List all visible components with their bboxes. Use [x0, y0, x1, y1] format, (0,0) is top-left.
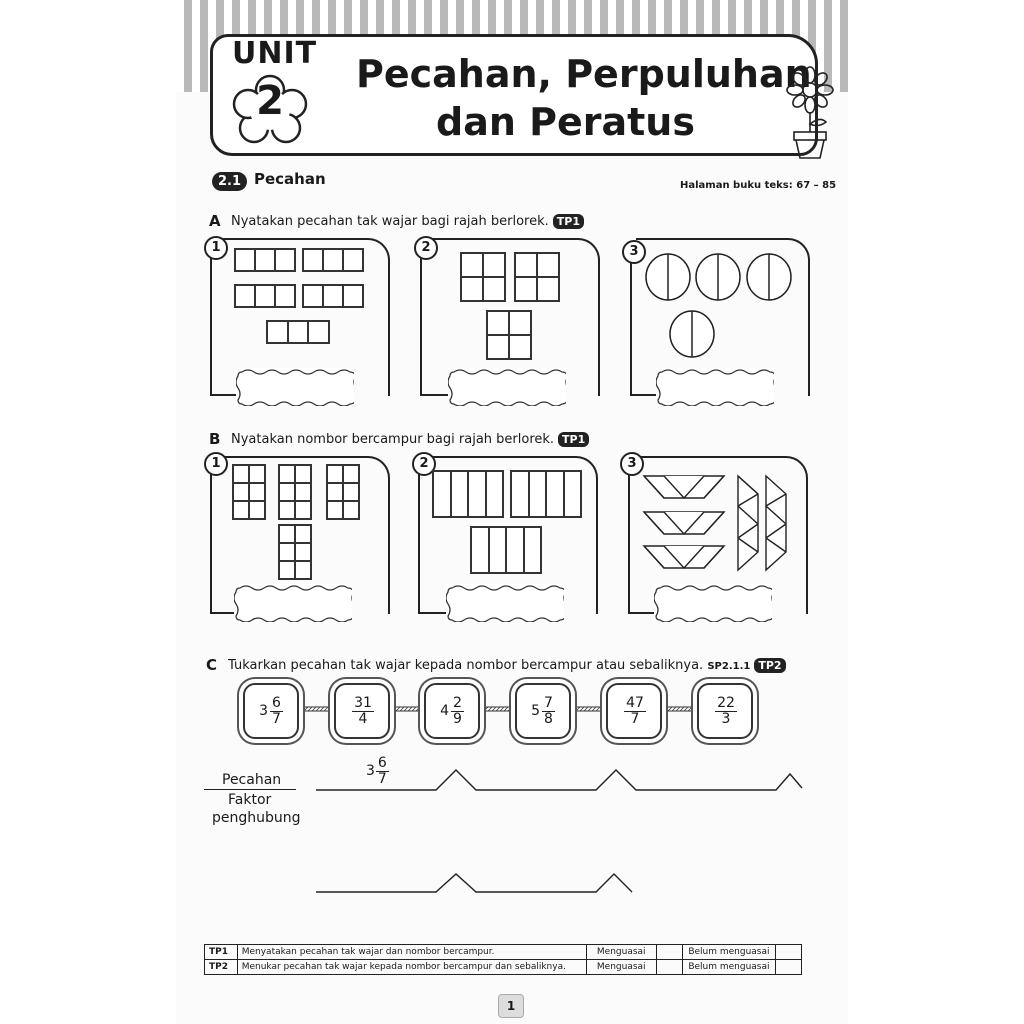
table-row — [205, 960, 802, 975]
numerator: 22 — [717, 694, 735, 711]
part-c-instruction: Tukarkan pecahan tak wajar kepada nombor bercampur atau sebaliknya. SP2.1.1 TP2 — [228, 658, 786, 673]
fraction-bar — [510, 470, 582, 518]
flowerpot-icon — [786, 66, 834, 162]
description-cell: Menyatakan pecahan tak wajar dan nombor bercampur. — [237, 945, 586, 960]
question-number: 1 — [204, 452, 228, 476]
fraction-bar — [470, 526, 542, 574]
fraction-card — [334, 683, 390, 739]
mastered-checkbox[interactable] — [656, 945, 682, 960]
description-cell: Menukar pecahan tak wajar kepada nombor bercampur dan sebaliknya. — [237, 960, 586, 975]
fraction-square — [486, 310, 532, 360]
denominator: 7 — [377, 770, 387, 787]
question-number: 3 — [620, 452, 644, 476]
answer-box[interactable] — [654, 584, 772, 622]
section-title: Pecahan — [254, 170, 326, 188]
panel-left-edge — [210, 256, 212, 396]
answer-box[interactable] — [448, 368, 566, 406]
fraction-square — [514, 252, 560, 302]
answer-box[interactable] — [446, 584, 564, 622]
denominator: 8 — [544, 710, 553, 727]
assessment-table — [204, 944, 802, 975]
part-b-instruction: Nyatakan nombor bercampur bagi rajah berlorek. TP1 — [231, 432, 589, 447]
whole-number: 3 — [259, 703, 268, 719]
panel-left-edge — [630, 256, 632, 396]
answer-line-top — [314, 762, 804, 792]
label-faktor: Faktor — [228, 792, 272, 808]
part-a-letter: A — [209, 212, 221, 230]
fraction-bar — [234, 248, 296, 272]
fraction-bar — [302, 248, 364, 272]
question-number: 2 — [412, 452, 436, 476]
panel-left-edge — [420, 256, 422, 396]
mastered-label: Menguasai — [586, 945, 656, 960]
table-row — [205, 945, 802, 960]
answer-box[interactable] — [656, 368, 774, 406]
mastered-label: Menguasai — [586, 960, 656, 975]
section-badge: 2.1 — [212, 172, 247, 191]
fraction-bar — [432, 470, 504, 518]
label-penghubung: penghubung — [212, 810, 301, 826]
answer-box[interactable] — [236, 368, 354, 406]
question-number: 1 — [204, 236, 228, 260]
denominator: 7 — [630, 710, 640, 727]
numerator: 7 — [544, 694, 553, 711]
denominator: 4 — [358, 710, 368, 727]
fraction-card — [424, 683, 480, 739]
fraction-triangles — [640, 474, 796, 574]
fraction-square — [460, 252, 506, 302]
part-c-letter: C — [206, 656, 218, 674]
denominator: 9 — [453, 710, 462, 727]
part-a-instruction: Nyatakan pecahan tak wajar bagi rajah berlorek. TP1 — [231, 214, 584, 229]
fraction-card — [515, 683, 571, 739]
tp-badge: TP1 — [553, 214, 584, 229]
fraction-bar — [234, 284, 296, 308]
denominator: 7 — [272, 710, 281, 727]
whole-number: 4 — [440, 703, 449, 719]
not-mastered-checkbox[interactable] — [775, 960, 801, 975]
fraction-grid — [232, 464, 266, 520]
sp-code: SP2.1.1 — [707, 661, 751, 672]
question-number: 2 — [414, 236, 438, 260]
page-title-line2: dan Peratus — [436, 100, 695, 144]
denominator: 3 — [721, 710, 731, 727]
unit-number: 2 — [256, 78, 284, 124]
numerator: 2 — [453, 694, 462, 711]
tp-badge: TP2 — [754, 658, 785, 673]
page-title-line1: Pecahan, Perpuluhan — [356, 52, 812, 96]
tp-cell: TP2 — [205, 960, 238, 975]
label-pecahan: Pecahan — [222, 772, 282, 788]
tp-cell: TP1 — [205, 945, 238, 960]
fraction-grid — [326, 464, 360, 520]
not-mastered-label: Belum menguasai — [682, 945, 775, 960]
numerator: 31 — [354, 694, 372, 711]
fraction-grid — [278, 464, 312, 520]
answer-box[interactable] — [234, 584, 352, 622]
whole-number: 5 — [531, 703, 540, 719]
numerator: 47 — [626, 694, 644, 711]
not-mastered-label: Belum menguasai — [682, 960, 775, 975]
fraction-bar — [302, 284, 364, 308]
numerator: 6 — [272, 694, 281, 711]
panel-bottom-edge — [418, 612, 448, 614]
part-b-letter: B — [209, 430, 221, 448]
panel-bottom-edge — [420, 394, 450, 396]
answer-line-bottom — [314, 868, 654, 898]
fraction-card — [697, 683, 753, 739]
fraction-circles — [640, 250, 800, 360]
question-number: 3 — [622, 240, 646, 264]
not-mastered-checkbox[interactable] — [775, 945, 801, 960]
whole-number: 3 — [366, 763, 375, 780]
panel-left-edge — [628, 474, 630, 614]
textbook-pages: Halaman buku teks: 67 – 85 — [680, 180, 837, 191]
numerator: 6 — [377, 755, 387, 771]
panel-left-edge — [210, 474, 212, 614]
mastered-checkbox[interactable] — [656, 960, 682, 975]
unit-label: UNIT — [232, 36, 318, 71]
fraction-card — [606, 683, 662, 739]
label-divider — [204, 789, 296, 790]
fraction-bar — [266, 320, 330, 344]
page-number: 1 — [498, 994, 524, 1018]
fraction-grid — [278, 524, 312, 580]
fraction-card — [243, 683, 299, 739]
panel-left-edge — [418, 474, 420, 614]
tp-badge: TP1 — [558, 432, 589, 447]
